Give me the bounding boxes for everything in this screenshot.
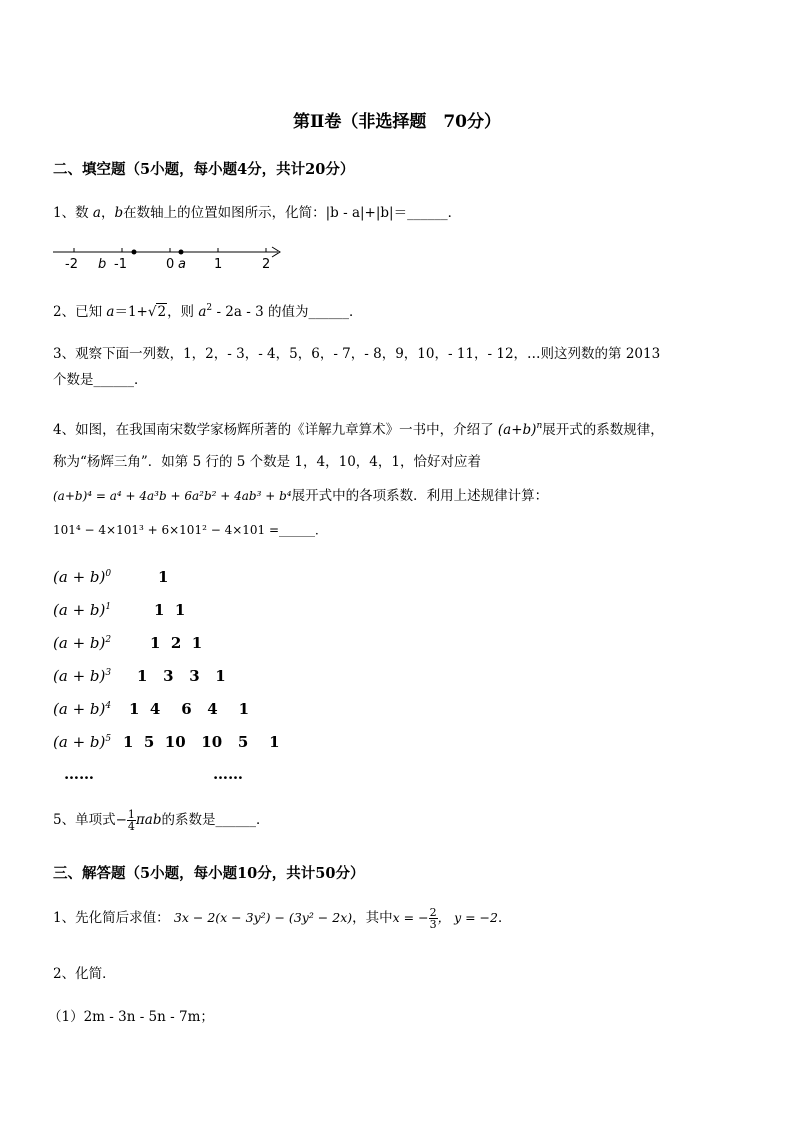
question-2-4-line2: 称为“杨辉三角”．如第 5 行的 5 个数是 1，4，10，4，1，恰好对应着: [53, 454, 481, 470]
number-line: [50, 240, 290, 274]
question-2-4-line1: 4、如图，在我国南宋数学家杨辉所著的《详解九章算术》一书中，介绍了 $(a+b)^n$展开式的系数规律，: [53, 421, 664, 438]
answer-blank[interactable]: ______: [308, 304, 349, 320]
yanghui-coefficients-3: 1 3 3 1: [137, 667, 226, 685]
answer-blank[interactable]: ______: [407, 205, 448, 221]
yanghui-coefficients-0: 1: [158, 568, 169, 586]
yanghui-row-1: $(a + b)^1$: [53, 601, 112, 619]
point-b-label: b: [98, 257, 107, 272]
tick-label: 0: [166, 257, 175, 272]
yanghui-coefficients-2: 1 2 1: [150, 634, 203, 652]
question-2-4-line3: (a+b)⁴ = a⁴ + 4a³b + 6a²b² + 4ab³ + b⁴展开式中的各项系数．利用上述规律计算：: [53, 488, 549, 504]
sqrt-symbol: √: [147, 304, 157, 320]
question-2-5: 5、单项式− $\frac{1}{4}$ πab的系数是______．: [53, 808, 270, 833]
answer-blank[interactable]: ______: [279, 523, 316, 537]
tick-label: -2: [65, 257, 78, 272]
yanghui-coefficients-1: 1 1: [154, 601, 186, 619]
answer-blank[interactable]: ______: [93, 372, 134, 388]
fraction: $\frac{2}{3}$: [429, 906, 437, 931]
question-2-2: 2、已知 a＝1+√2，则 $a^2 - 2a - 3$ 的值为______．: [53, 303, 363, 320]
question-2-3-line1: 3、观察下面一列数，1，2，- 3，- 4，5，6，- 7，- 8，9，10，- 11，- 12，…则这列数的第 2013: [53, 346, 661, 362]
yanghui-row-3: $(a + b)^3$: [53, 667, 112, 685]
yanghui-ellipsis-right: ……: [213, 765, 243, 783]
point-a-label: a: [178, 257, 186, 272]
yanghui-coefficients-4: 1 4 6 4 1: [129, 700, 250, 718]
question-3-1: 1、先化简后求值： 3x − 2(x − 3y²) − (3y² − 2x)，其中x = − $\frac{2}{3}$ ， y = −2．: [53, 906, 512, 931]
yanghui-row-5: $(a + b)^5$: [53, 733, 112, 751]
page-title: 第Ⅱ卷（非选择题 70分）: [293, 112, 501, 132]
question-3-2: 2、化简．: [53, 966, 116, 982]
tick-label: 2: [262, 257, 271, 272]
yanghui-row-4: $(a + b)^4$: [53, 700, 112, 718]
point-b-dot: [132, 250, 137, 255]
question-2-3-line2: 个数是______．: [53, 372, 148, 388]
tick-label: -1: [114, 257, 127, 272]
section-heading-solve: 三、解答题（5小题，每小题10分，共计50分）: [53, 865, 365, 882]
question-3-2-part-1: （1）2m - 3n - 5n - 7m；: [48, 1009, 214, 1025]
point-a-dot: [179, 250, 184, 255]
tick-label: 1: [214, 257, 223, 272]
yanghui-row-0: $(a + b)^0$: [53, 568, 112, 586]
yanghui-row-2: $(a + b)^2$: [53, 634, 112, 652]
question-2-1: 1、数 a，b在数轴上的位置如图所示，化简：|b - a|+|b|＝______．: [53, 205, 462, 221]
section-heading-fill-blank: 二、填空题（5小题，每小题4分，共计20分）: [53, 161, 355, 178]
answer-blank[interactable]: ______: [215, 812, 256, 828]
yanghui-coefficients-5: 1 5 10 10 5 1: [123, 733, 280, 751]
yanghui-ellipsis-left: ……: [64, 765, 94, 783]
question-2-4-line4: 101⁴ − 4×101³ + 6×101² − 4×101 =______．: [53, 523, 328, 537]
fraction: $\frac{1}{4}$: [127, 808, 135, 833]
